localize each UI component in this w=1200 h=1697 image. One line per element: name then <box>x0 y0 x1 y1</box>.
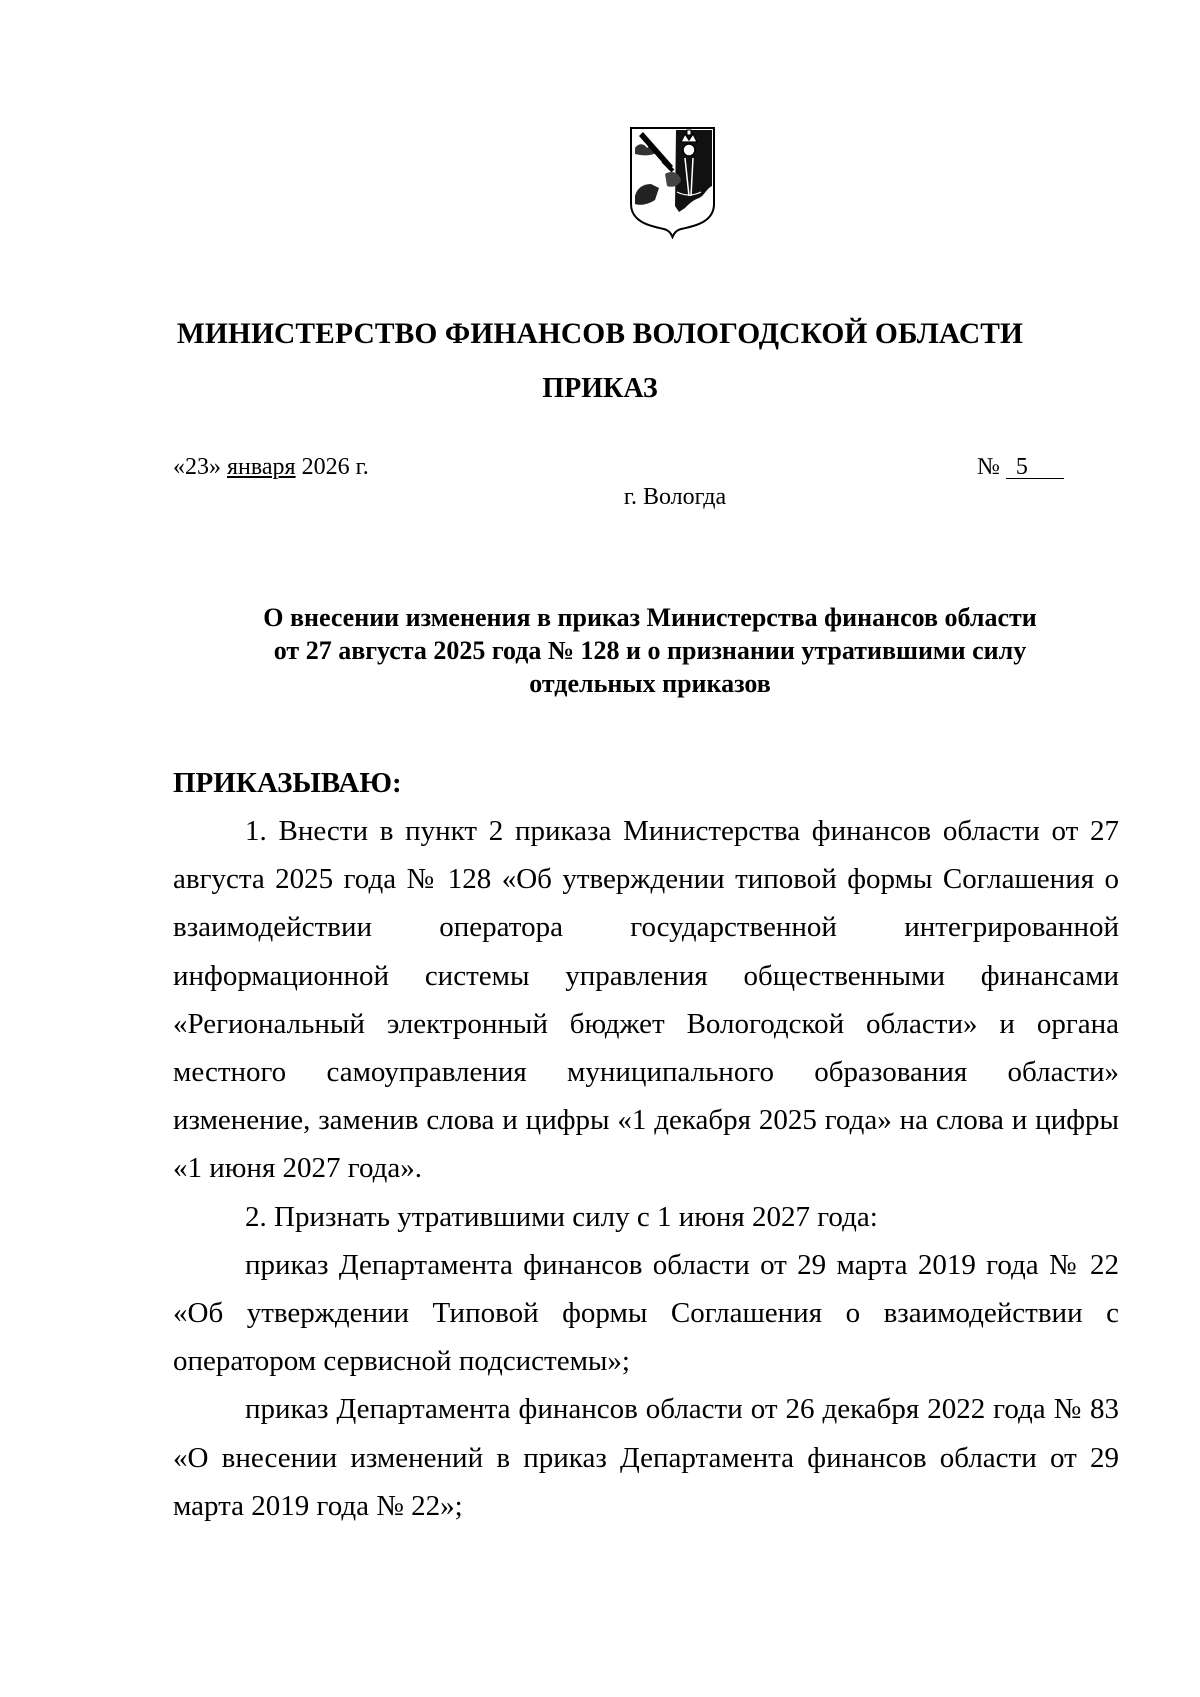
ministry-name: МИНИСТЕРСТВО ФИНАНСОВ ВОЛОГОДСКОЙ ОБЛАСТИ <box>176 318 1024 350</box>
document-body <box>173 807 1119 1530</box>
document-number <box>977 454 1064 481</box>
date-prefix: «23» <box>173 454 227 480</box>
title-line: от 27 августа 2025 года № 128 и о признании утратившими силу <box>273 636 1027 665</box>
city: г. Вологда <box>623 484 727 510</box>
date-month: января <box>227 454 296 480</box>
number-value: 5 <box>1006 456 1064 479</box>
paragraph-3: приказ Департамента финансов области от 29 марта 2019 года № 22 «Об утверждении Типовой формы Соглашения о взаимодействии с оператором сервисной подсистемы»; <box>173 1248 1119 1378</box>
date-suffix: 2026 г. <box>295 454 369 480</box>
order-heading: ПРИКАЗЫВАЮ: <box>173 767 402 799</box>
document-type: ПРИКАЗ <box>542 373 658 404</box>
document-date <box>173 454 369 481</box>
document-title <box>150 601 1150 700</box>
paragraph-2: 2. Признать утратившими силу с 1 июня 2027 года: <box>245 1200 878 1233</box>
title-line: отдельных приказов <box>529 669 771 698</box>
title-line: О внесении изменения в приказ Министерства финансов области <box>263 603 1037 632</box>
paragraph-1: 1. Внести в пункт 2 приказа Министерства финансов области от 27 августа 2025 года № 128 «Об утверждении типовой формы Соглашения о взаимодействии оператора государственной интегрированной информационной системы управления общественными финансами «Региональный электронный бюджет Вологодской области» и органа местного самоуправления муниципального образования области» изменение, заменив слова и цифры «1 декабря 2025 года» на слова и цифры «1 июня 2027 года». <box>173 815 1119 1185</box>
coat-of-arms-icon <box>629 126 716 239</box>
paragraph-4: приказ Департамента финансов области от 26 декабря 2022 года № 83 «О внесении изменений в приказ Департамента финансов области от 29 марта 2019 года № 22»; <box>173 1393 1119 1522</box>
number-label: № <box>977 454 1006 480</box>
